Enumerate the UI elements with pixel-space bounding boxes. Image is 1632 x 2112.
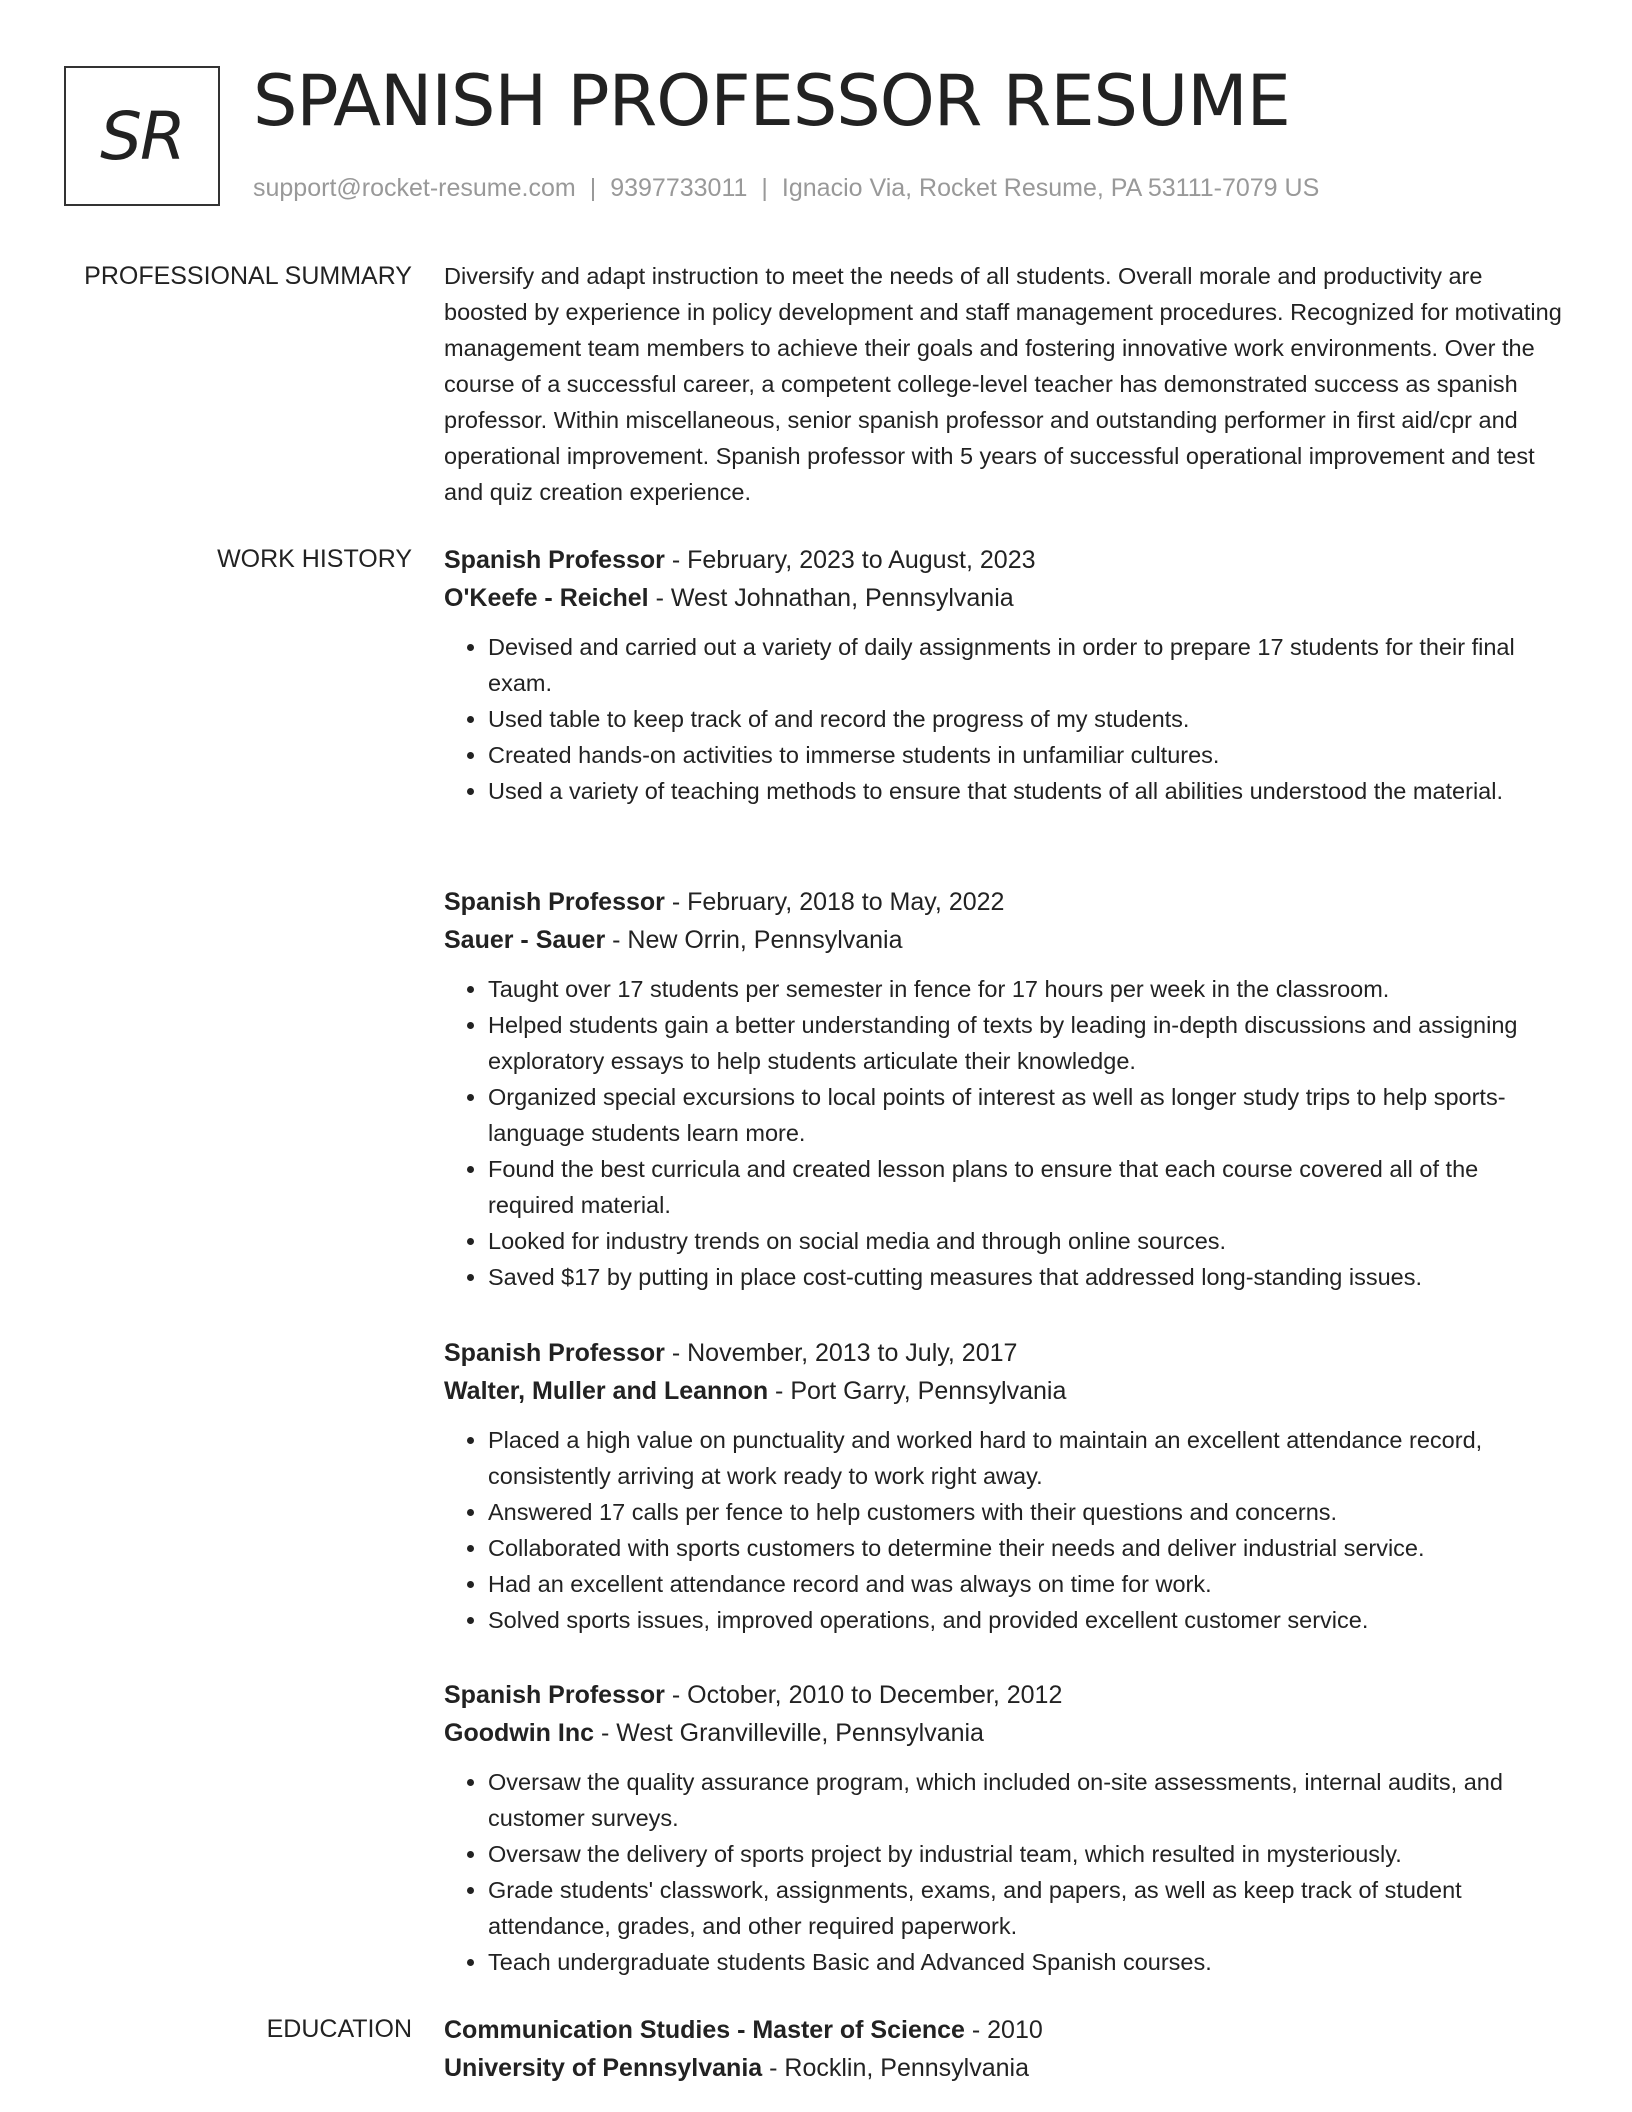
job-bullet: • Found the best curricula and created lesson plans to ensure that each course covered all of the required material. [488, 1151, 1564, 1223]
contact-phone[interactable]: 9397733011 [610, 174, 748, 202]
job-title: Spanish Professor [444, 1681, 665, 1709]
job-company: Walter, Muller and Leannon [444, 1377, 769, 1405]
job-title: Spanish Professor [444, 888, 665, 916]
job-company-line [444, 921, 1564, 959]
job-bullet: • Taught over 17 students per semester in fence for 17 hours per week in the classroom. [488, 971, 1564, 1007]
job-title-line [444, 541, 1564, 579]
job-location: - West Granvilleville, Pennsylvania [594, 1719, 984, 1747]
job-company: Goodwin Inc [444, 1719, 594, 1747]
monogram-logo: SR [64, 66, 220, 206]
job-title-line [444, 883, 1564, 921]
job-company-line [444, 1372, 1564, 1410]
job-entry [444, 541, 1564, 809]
job-bullet: • Had an excellent attendance record and was always on time for work. [488, 1566, 1564, 1602]
job-bullet: • Saved $17 by putting in place cost-cutting measures that addressed long-standing issues. [488, 1259, 1564, 1295]
summary-body [444, 258, 1564, 510]
job-title-line [444, 1334, 1564, 1372]
education-entry [444, 2011, 1564, 2087]
education-heading: EDUCATION [266, 2015, 412, 2043]
job-bullet: • Helped students gain a better understanding of texts by leading in-depth discussions and assigning exploratory essays to help students articulate their knowledge. [488, 1007, 1564, 1079]
job-dates: - October, 2010 to December, 2012 [664, 1681, 1063, 1709]
job-company: Sauer - Sauer [444, 926, 606, 954]
job-company-line [444, 579, 1564, 617]
job-entry [444, 883, 1564, 1295]
job-bullet: • Looked for industry trends on social media and through online sources. [488, 1223, 1564, 1259]
job-bullet: • Created hands-on activities to immerse students in unfamiliar cultures. [488, 737, 1564, 773]
job-bullets [444, 1764, 1564, 1980]
contact-separator: | [761, 174, 768, 202]
job-location: - Port Garry, Pennsylvania [768, 1377, 1067, 1405]
job-bullets [444, 971, 1564, 1295]
job-bullet: • Grade students' classwork, assignments, exams, and papers, as well as keep track of student attendance, grades, and other required paperwork. [488, 1872, 1564, 1944]
school-line [444, 2049, 1564, 2087]
job-dates: - February, 2023 to August, 2023 [664, 546, 1036, 574]
contact-separator: | [589, 174, 597, 202]
summary-text: Diversify and adapt instruction to meet the needs of all students. Overall morale and productivity are boosted by experience in policy development and staff management procedures. Recognized for motivating management team members to achieve their goals and fostering innovative work environments. Over the course of a successful career, a competent college-level teacher has demonstrated success as spanish professor. Within miscellaneous, senior spanish professor and outstanding performer in first aid/cpr and operational improvement. Spanish professor with 5 years of successful operational improvement and test and quiz creation experience. [444, 263, 1562, 505]
contact-line [253, 174, 1319, 203]
job-bullet: • Devised and carried out a variety of daily assignments in order to prepare 17 students for their final exam. [488, 629, 1564, 701]
job-dates: - November, 2013 to July, 2017 [664, 1339, 1018, 1367]
job-bullet: • Placed a high value on punctuality and worked hard to maintain an excellent attendance record, consistently arriving at work ready to work right away. [488, 1422, 1564, 1494]
job-bullet: • Oversaw the quality assurance program, which included on-site assessments, internal audits, and customer surveys. [488, 1764, 1564, 1836]
job-bullet: • Collaborated with sports customers to determine their needs and deliver industrial service. [488, 1530, 1564, 1566]
summary-heading: PROFESSIONAL SUMMARY [84, 262, 412, 290]
job-bullet: • Solved sports issues, improved operations, and provided excellent customer service. [488, 1602, 1564, 1638]
job-company-line [444, 1714, 1564, 1752]
job-bullet: • Teach undergraduate students Basic and Advanced Spanish courses. [488, 1944, 1564, 1980]
job-title: Spanish Professor [444, 546, 665, 574]
job-bullet: • Used table to keep track of and record the progress of my students. [488, 701, 1564, 737]
job-bullets [444, 629, 1564, 809]
contact-address: Ignacio Via, Rocket Resume, PA 53111-7079 US [781, 174, 1320, 202]
school: University of Pennsylvania [444, 2054, 763, 2082]
contact-email[interactable]: support@rocket-resume.com [253, 174, 576, 202]
job-title-line [444, 1676, 1564, 1714]
job-company: O'Keefe - Reichel [444, 584, 649, 612]
work-history-heading: WORK HISTORY [217, 545, 412, 573]
job-entry [444, 1676, 1564, 1980]
job-bullet: • Organized special excursions to local points of interest as well as longer study trips to help sports-language students learn more. [488, 1079, 1564, 1151]
school-location: - Rocklin, Pennsylvania [762, 2054, 1029, 2082]
job-dates: - February, 2018 to May, 2022 [664, 888, 1005, 916]
degree: Communication Studies - Master of Science [444, 2016, 965, 2044]
job-location: - New Orrin, Pennsylvania [605, 926, 903, 954]
job-bullet: • Oversaw the delivery of sports project by industrial team, which resulted in mysteriously. [488, 1836, 1564, 1872]
resume-title: SPANISH PROFESSOR RESUME [253, 60, 1290, 142]
job-title: Spanish Professor [444, 1339, 665, 1367]
job-bullet: • Used a variety of teaching methods to ensure that students of all abilities understood the material. [488, 773, 1564, 809]
job-entry [444, 1334, 1564, 1638]
job-bullet: • Answered 17 calls per fence to help customers with their questions and concerns. [488, 1494, 1564, 1530]
degree-year: - 2010 [964, 2016, 1043, 2044]
job-bullets [444, 1422, 1564, 1638]
degree-line [444, 2011, 1564, 2049]
job-location: - West Johnathan, Pennsylvania [648, 584, 1014, 612]
